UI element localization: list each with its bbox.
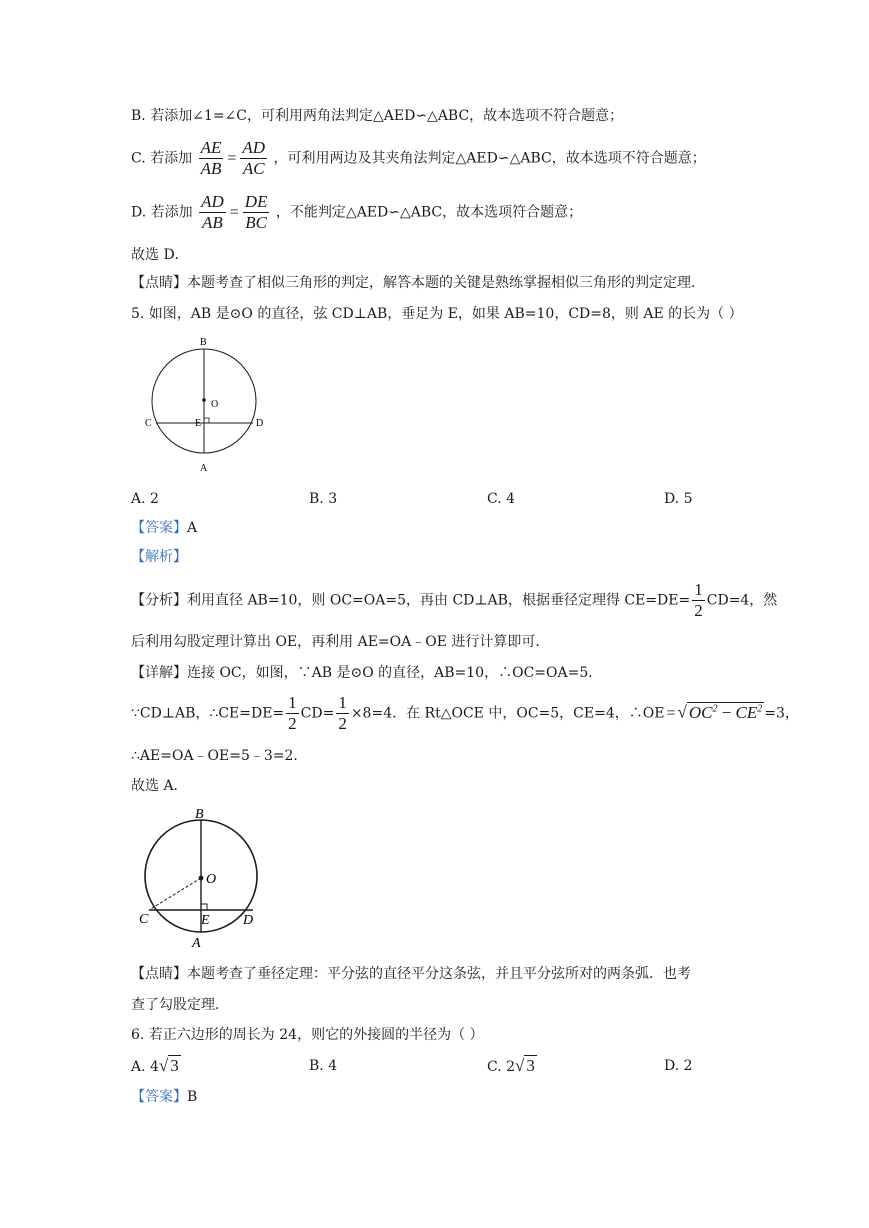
figure2-dashed-oc xyxy=(149,878,201,910)
sqrt-expression: √ $OC^2 - CE^2$ xyxy=(677,702,763,722)
figure2-label-a: A xyxy=(192,936,201,951)
q5-option-a: A. 2 xyxy=(131,491,159,507)
figure2-label-d: D xyxy=(243,913,254,928)
q6-answer xyxy=(131,1087,197,1107)
fraction-ad-ac: $\frac{AD}{AC}$ xyxy=(242,138,266,178)
choose-d: 故选 D． xyxy=(131,247,189,263)
figure2-label-e: E xyxy=(201,913,210,928)
comment-2-line-2: 查了勾股定理． xyxy=(131,997,229,1013)
q6-answer-tag: 【答案】 xyxy=(131,1089,187,1105)
detail-line-3: ∴AE=OA﹣OE=5﹣3=2． xyxy=(131,748,308,764)
figure1-label-d: D xyxy=(256,418,264,429)
fraction-de-bc: $\frac{DE}{BC}$ xyxy=(244,192,268,232)
option-d-suffix: ，不能判定△AED∽△ABC，故本选项符合题意； xyxy=(275,204,583,221)
step-a: ∵CD⊥AB，∴CE=DE= xyxy=(131,705,285,722)
comment2-tag: 【点睛】 xyxy=(131,966,187,982)
option-d-line: D. 若添加 $\frac{AD}{AB}$ = $\frac{DE}{BC}$ ，不能判定△AED∽△ABC，故本选项符合题意； xyxy=(131,192,583,232)
q5-analysis-tag: 【解析】 xyxy=(131,549,187,565)
answer-value: A xyxy=(187,520,198,536)
sqrt-3-c: √ 3 xyxy=(515,1056,535,1075)
q6-option-b: B. 4 xyxy=(309,1058,338,1074)
analysis-line-2: 后利用勾股定理计算出 OE，再利用 AE=OA﹣OE 进行计算即可． xyxy=(131,634,550,650)
figure2-center-dot xyxy=(199,876,204,881)
q5-answer xyxy=(131,518,197,538)
comment-text: 本题考查了相似三角形的判定，解答本题的关键是熟练掌握相似三角形的判定定理． xyxy=(187,275,705,291)
step-d: =3， xyxy=(764,705,799,722)
q5-option-c: C. 4 xyxy=(487,491,516,507)
q6-option-c: C. 2√ 3 xyxy=(487,1056,535,1075)
figure2-right-angle xyxy=(201,904,207,910)
figure2-label-c: C xyxy=(139,912,149,927)
figure2-label-o: O xyxy=(206,872,217,887)
fraction-ad-ab: $\frac{AD}{AB}$ xyxy=(201,192,224,232)
comment-1 xyxy=(131,273,705,293)
question-5: 5. 如图，AB 是⊙O 的直径，弦 CD⊥AB，垂足为 E，如果 AB=10，CD=8，则 AE 的长为（ ） xyxy=(131,306,743,322)
circle-figure-1 xyxy=(140,334,270,476)
detail-tag: 【详解】 xyxy=(131,665,187,681)
q5-option-b: B. 3 xyxy=(309,491,338,507)
figure1-label-e: E xyxy=(195,418,202,429)
q5-option-d: D. 5 xyxy=(664,491,693,507)
figure1-label-o: O xyxy=(211,399,219,410)
figure1-label-c: C xyxy=(145,418,152,429)
analysis-tag: 【分析】 xyxy=(131,592,187,609)
figure1-label-a: A xyxy=(200,463,208,474)
figure1-center-dot xyxy=(202,398,206,402)
fraction-ae-ab: $\frac{AE}{AB}$ xyxy=(200,138,222,178)
option-c-line: C. 若添加 $\frac{AE}{AB}$ = $\frac{AD}{AC}$ ，可利用两边及其夹角法判定△AED∽△ABC，故本选项不符合题意； xyxy=(131,138,706,178)
analysis-text-b: CD=4，然 xyxy=(706,592,778,609)
detail-text: 连接 OC，如图，∵AB 是⊙O 的直径，AB=10，∴OC=OA=5． xyxy=(187,665,603,681)
option-c-suffix: ，可利用两边及其夹角法判定△AED∽△ABC，故本选项不符合题意； xyxy=(273,150,706,167)
option-c-prefix: C. 若添加 xyxy=(131,150,193,167)
choose-a: 故选 A． xyxy=(131,778,188,794)
fraction-half-1: $\frac{1}{2}$ xyxy=(288,693,297,733)
detail-line-1 xyxy=(131,663,602,683)
comment-2 xyxy=(131,964,691,984)
answer-tag: 【答案】 xyxy=(131,520,187,536)
analysis-line-1 xyxy=(131,580,777,621)
comment-tag: 【点睛】 xyxy=(131,275,187,291)
q6-option-a: A. 4√ 3 xyxy=(131,1056,179,1075)
q6-answer-value: B xyxy=(187,1089,198,1105)
step-c: ×8=4．在 Rt△OCE 中，OC=5，CE=4，∴OE xyxy=(350,705,665,722)
circle-figure-2 xyxy=(135,804,270,954)
sqrt-3-a: √ 3 xyxy=(158,1056,179,1075)
step-b: CD= xyxy=(300,705,335,722)
fraction-half-2: $\frac{1}{2}$ xyxy=(338,693,347,733)
q6-option-d: D. 2 xyxy=(664,1058,693,1074)
fraction-half: $\frac{1}{2}$ xyxy=(694,580,703,620)
question-6: 6. 若正六边形的周长为 24，则它的外接圆的半径为（ ） xyxy=(131,1027,484,1043)
detail-line-2: ∵CD⊥AB，∴CE=DE= $\frac{1}{2}$ CD= $\frac{1}{2}$ ×8=4．在 Rt△OCE 中，OC=5，CE=4，∴OE = √ $OC^2 - CE^2 =3$， xyxy=(131,693,799,733)
figure1-label-b: B xyxy=(200,337,207,348)
figure1-right-angle xyxy=(204,418,209,423)
option-d-prefix: D. 若添加 xyxy=(131,204,193,221)
comment2-text: 本题考查了垂径定理：平分弦的直径平分这条弦，并且平分弦所对的两条弧．也考 xyxy=(187,966,691,982)
option-b-line: B. 若添加∠1=∠C，可利用两角法判定△AED∽△ABC，故本选项不符合题意； xyxy=(131,108,624,124)
figure2-label-b: B xyxy=(195,807,204,822)
analysis-text-a: 利用直径 AB=10，则 OC=OA=5，再由 CD⊥AB，根据垂径定理得 CE=DE= xyxy=(187,592,691,609)
